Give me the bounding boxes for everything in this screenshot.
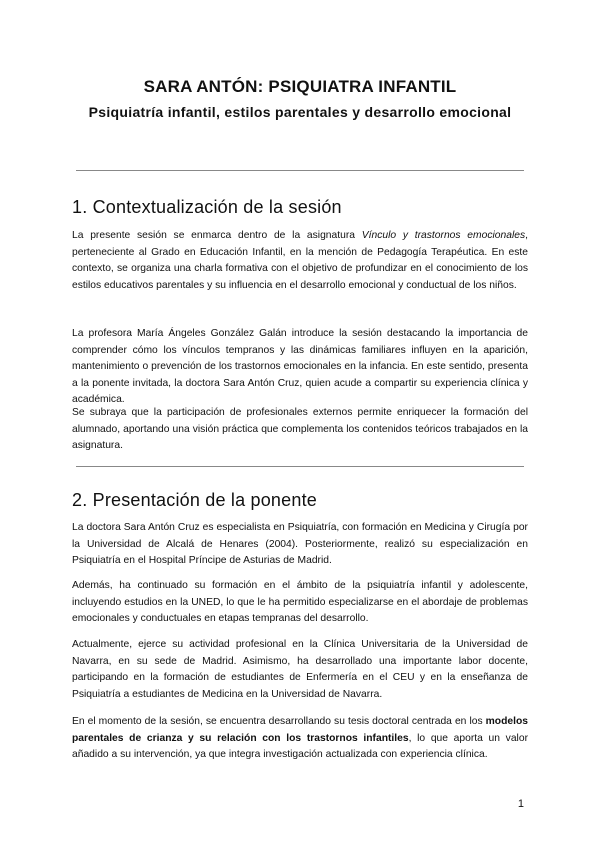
document-title: SARA ANTÓN: PSIQUIATRA INFANTIL	[143, 77, 457, 96]
section-2-heading: 2. Presentación de la ponente	[72, 490, 317, 510]
section-1-paragraph-1	[72, 228, 528, 294]
paragraph-text: La presente sesión se enmarca dentro de la asignatura	[72, 230, 362, 241]
paragraph-text: , lo que aporta un valor añadido a su intervención, ya que integra investigación actualizada con experiencia clínica.	[72, 732, 528, 761]
section-divider	[76, 170, 524, 171]
thesis-topic: modelos parentales de crianza y su relación con los trastornos infantiles	[72, 716, 528, 744]
section-1-heading: 1. Contextualización de la sesión	[72, 197, 342, 217]
section-2-paragraph-2: Además, ha continuado su formación en el ámbito de la psiquiatría infantil y adolescente, incluyendo estudios en la UNED, lo que le ha permitido especializarse en el abordaje de problemas emocionales y conductuales en etapas tempranas del desarrollo.	[72, 580, 528, 625]
section-2-paragraph-1: La doctora Sara Antón Cruz es especialista en Psiquiatría, con formación en Medicina y Cirugía por la Universidad de Alcalá de Henares (2004). Posteriormente, realizó su especialización en Psiquiatría en el Hospital Príncipe de Asturias de Madrid.	[72, 522, 528, 567]
paragraph-text: , perteneciente al Grado en Educación Infantil, en la mención de Pedagogía Terapéutica. En este contexto, se organiza una charla formativa con el objetivo de profundizar en el conocimiento de los estilos educativos parentales y su influencia en el desarrollo emocional y conductual de los niños.	[72, 230, 528, 291]
document-subtitle: Psiquiatría infantil, estilos parentales y desarrollo emocional	[88, 104, 512, 120]
section-1-paragraph-3: Se subraya que la participación de profesionales externos permite enriquecer la formación del alumnado, aportando una visión práctica que complementa los contenidos teóricos trabajados en la asignatura.	[72, 407, 528, 452]
page-number: 1	[517, 798, 524, 810]
paragraph-text: En el momento de la sesión, se encuentra desarrollando su tesis doctoral centrada en los	[72, 716, 486, 727]
section-1-paragraph-2: La profesora María Ángeles González Galán introduce la sesión destacando la importancia de comprender cómo los vínculos tempranos y las dinámicas familiares influyen en la aparición, mantenimiento o prevención de los trastornos emocionales en la infancia. En este sentido, presenta a la ponente invitada, la doctora Sara Antón Cruz, quien acude a compartir su experiencia clínica y académica.	[72, 328, 528, 406]
section-2-paragraph-3: Actualmente, ejerce su actividad profesional en la Clínica Universitaria de la Universidad de Navarra, en su sede de Madrid. Asimismo, ha desarrollado una importante labor docente, participando en la formación de estudiantes de Enfermería en el CEU y en la enseñanza de Psiquiatría a estudiantes de Medicina en la Universidad de Navarra.	[72, 639, 528, 700]
course-name: Vínculo y trastornos emocionales	[361, 230, 526, 241]
section-divider	[76, 466, 524, 467]
section-2-paragraph-4	[72, 714, 528, 764]
